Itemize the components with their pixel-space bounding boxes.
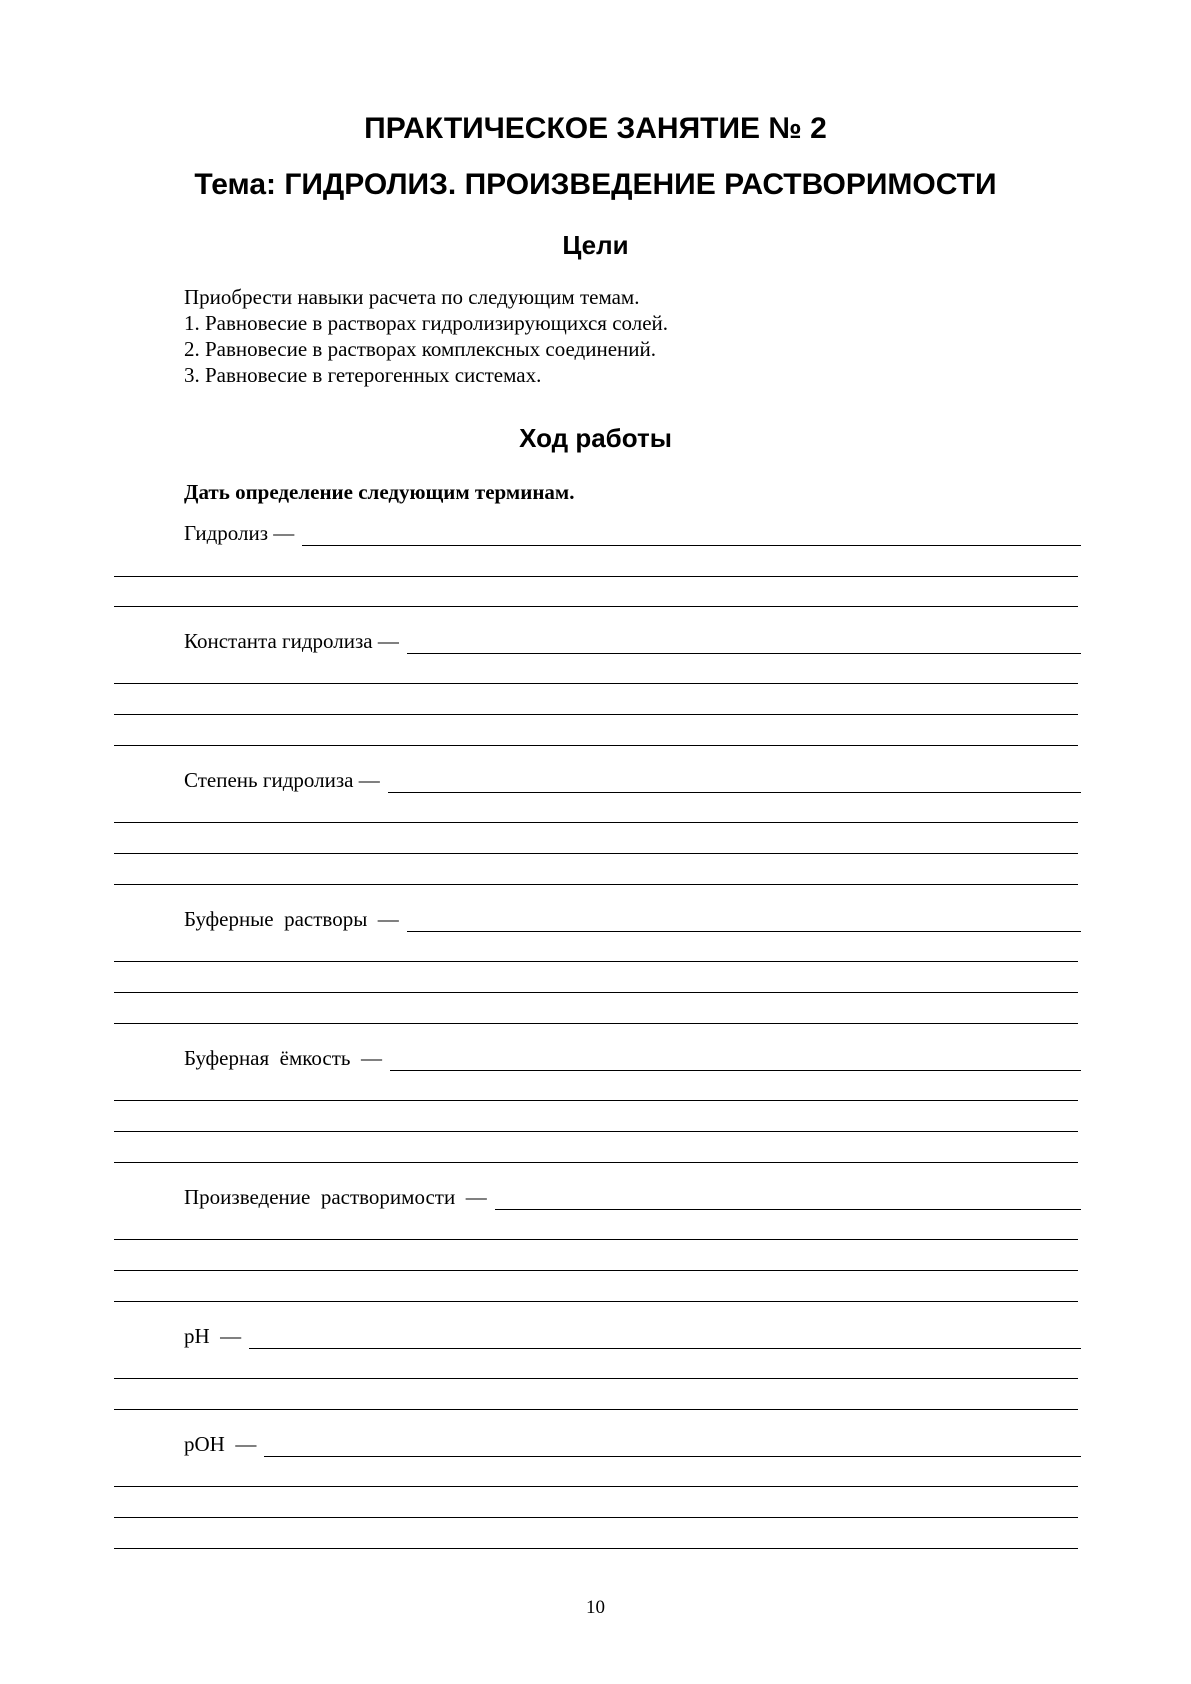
answer-line[interactable]	[114, 961, 1078, 962]
answer-line[interactable]	[114, 714, 1078, 715]
term-solubility-product[interactable]	[184, 1178, 1081, 1210]
answer-line[interactable]	[114, 1239, 1078, 1240]
answer-line[interactable]	[407, 629, 1081, 654]
answer-line[interactable]	[114, 1548, 1078, 1549]
answer-line[interactable]	[114, 1378, 1078, 1379]
goals-intro: Приобрести навыки расчета по следующим темам.	[184, 285, 640, 309]
term-buffer-solutions[interactable]	[184, 900, 1081, 932]
answer-line[interactable]	[114, 606, 1078, 607]
answer-line[interactable]	[114, 745, 1078, 746]
answer-line[interactable]	[388, 768, 1081, 793]
answer-line[interactable]	[114, 1409, 1078, 1410]
answer-line[interactable]	[114, 1270, 1078, 1271]
answer-line[interactable]	[390, 1046, 1081, 1071]
term-poh[interactable]	[184, 1425, 1081, 1457]
term-label: pH —	[184, 1324, 242, 1348]
answer-line[interactable]	[114, 1162, 1078, 1163]
term-buffer-capacity[interactable]	[184, 1039, 1081, 1071]
term-label: Буферная ёмкость —	[184, 1046, 383, 1070]
answer-line[interactable]	[495, 1185, 1081, 1210]
term-hydrolysis-constant[interactable]	[184, 622, 1081, 654]
answer-line[interactable]	[407, 907, 1081, 932]
term-label: Гидролиз —	[184, 521, 295, 545]
answer-line[interactable]	[114, 992, 1078, 993]
answer-line[interactable]	[114, 683, 1078, 684]
answer-line[interactable]	[114, 884, 1078, 885]
page-number: 10	[586, 1597, 605, 1618]
work-heading: Ход работы	[519, 423, 672, 453]
lesson-title: ПРАКТИЧЕСКОЕ ЗАНЯТИЕ № 2	[364, 112, 827, 145]
answer-line[interactable]	[264, 1432, 1081, 1457]
term-label: Произведение растворимости —	[184, 1185, 487, 1209]
goal-item-2: 2. Равновесие в растворах комплексных соединений.	[184, 337, 656, 361]
term-label: pOH —	[184, 1432, 257, 1456]
answer-line[interactable]	[114, 1301, 1078, 1302]
goal-item-1: 1. Равновесие в растворах гидролизирующихся солей.	[184, 311, 669, 335]
topic-title: Тема: ГИДРОЛИЗ. ПРОИЗВЕДЕНИЕ РАСТВОРИМОСТИ	[194, 168, 997, 201]
answer-line[interactable]	[114, 1517, 1078, 1518]
goal-item-3: 3. Равновесие в гетерогенных системах.	[184, 363, 542, 387]
answer-line[interactable]	[302, 521, 1081, 546]
term-label: Буферные растворы —	[184, 907, 399, 931]
term-label: Константа гидролиза —	[184, 629, 399, 653]
term-hydrolysis[interactable]	[184, 514, 1081, 546]
task-instruction: Дать определение следующим терминам.	[184, 480, 575, 504]
term-ph[interactable]	[184, 1317, 1081, 1349]
answer-line[interactable]	[114, 1131, 1078, 1132]
answer-line[interactable]	[114, 1100, 1078, 1101]
answer-line[interactable]	[114, 822, 1078, 823]
answer-line[interactable]	[114, 1486, 1078, 1487]
answer-line[interactable]	[114, 576, 1078, 577]
answer-line[interactable]	[114, 853, 1078, 854]
term-label: Степень гидролиза —	[184, 768, 380, 792]
answer-line[interactable]	[114, 1023, 1078, 1024]
term-hydrolysis-degree[interactable]	[184, 761, 1081, 793]
answer-line[interactable]	[249, 1324, 1081, 1349]
goals-heading: Цели	[562, 230, 629, 260]
